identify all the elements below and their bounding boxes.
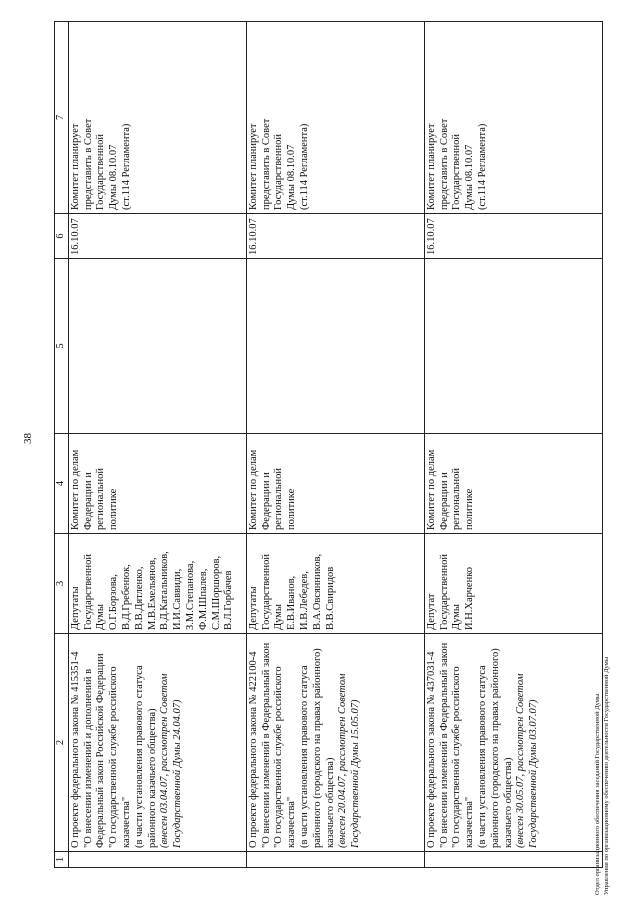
cell-line: районного казачьего общества): [146, 708, 158, 848]
cell-line: Комитет планирует: [69, 123, 81, 210]
table-row: [246, 22, 424, 868]
cell-line: (внесен 03.04.07, рассмотрен Советом: [159, 673, 171, 848]
cell-line: районного (городского на правах районного): [489, 648, 501, 848]
cell-line: политике: [464, 488, 476, 530]
cell-committee: [68, 434, 246, 534]
cell-line: И.И.Саввиди,: [172, 568, 184, 630]
cell-line: "О государственной службе российского: [273, 666, 285, 848]
cell-line: В.В.Дятленко,: [133, 566, 145, 630]
cell-line: И.В.Лебедев,: [298, 571, 310, 630]
cell-line: С.М.Шоршоров,: [210, 555, 222, 630]
cell-line: представить в Совет: [82, 118, 94, 210]
bills-table: [54, 21, 603, 868]
cell-bill-title: [246, 634, 424, 852]
cell-line: Государственной Думы 24.04.07): [172, 699, 184, 848]
cell-line: политике: [108, 488, 120, 530]
cell-date: 16.10.07: [424, 214, 602, 259]
cell-line: О.Г.Борзова,: [108, 574, 120, 630]
cell-index: [246, 852, 424, 868]
cell-line: Комитет по делам: [69, 449, 81, 530]
footer-line-2: Управления по организационному обеспечению деятельности Государственной Думы: [602, 656, 610, 895]
cell-line: региональной: [95, 468, 107, 530]
cell-line: (в части установления правового статуса: [476, 665, 488, 848]
cell-line: В.В.Свиридов: [324, 566, 336, 630]
cell-plan: [246, 22, 424, 214]
cell-authors: [246, 534, 424, 634]
cell-empty: [246, 259, 424, 434]
cell-line: Думы: [451, 604, 463, 630]
cell-line: Думы: [95, 604, 107, 630]
cell-line: районного (городского на правах районного): [311, 648, 323, 848]
cell-line: казачества": [286, 796, 298, 848]
cell-line: "О внесении изменений в Федеральный закон: [260, 642, 272, 848]
cell-line: Государственной: [438, 554, 450, 630]
cell-line: О проекте федерального закона № 422100-4: [247, 651, 259, 848]
header-row: [55, 22, 69, 868]
document-table-wrapper: [54, 22, 602, 868]
header-col-7: 7: [55, 22, 69, 214]
cell-line: казачества": [120, 796, 132, 848]
cell-date: 16.10.07: [246, 214, 424, 259]
cell-line: О проекте федерального закона № 437031-4: [425, 651, 437, 848]
cell-index: [424, 852, 602, 868]
footer: [594, 657, 611, 895]
cell-line: Государственной: [82, 554, 94, 630]
cell-line: Думы: [273, 604, 285, 630]
cell-authors: [424, 534, 602, 634]
cell-plan: [68, 22, 246, 214]
cell-line: В.Д.Катальников,: [159, 551, 171, 630]
cell-line: (ст.114 Регламента): [298, 123, 310, 210]
cell-line: (ст.114 Регламента): [476, 123, 488, 210]
cell-line: Государственной: [451, 134, 463, 210]
cell-line: Ф.М.Шпалев,: [197, 568, 209, 630]
cell-line: (внесен 20.04.07, рассмотрен Советом: [337, 673, 349, 848]
cell-line: (в части установления правового статуса: [133, 665, 145, 848]
cell-line: И.Н.Харченко: [464, 566, 476, 630]
cell-line: Депутаты: [247, 586, 259, 630]
cell-line: Депутаты: [69, 586, 81, 630]
cell-line: Комитет по делам: [247, 449, 259, 530]
cell-line: Думы 08.10.07: [464, 144, 476, 210]
cell-line: Государственной Думы 03.07.07): [528, 699, 540, 848]
cell-line: Государственной: [95, 134, 107, 210]
cell-line: В.А.Овсянников,: [311, 553, 323, 630]
cell-line: М.В.Емельянов,: [146, 557, 158, 630]
page-number: 38: [22, 433, 34, 444]
footer-line-1: Отдел организационного обеспечения заседаний Государственной Думы: [594, 693, 601, 895]
cell-line: казачества": [464, 796, 476, 848]
table-row: [424, 22, 602, 868]
table-row: [68, 22, 246, 868]
header-col-1: 1: [55, 852, 69, 868]
cell-line: Федеральный закон Российской Федерации: [95, 653, 107, 848]
cell-line: региональной: [451, 468, 463, 530]
header-col-6: 6: [55, 214, 69, 259]
cell-bill-title: [68, 634, 246, 852]
cell-empty: [424, 259, 602, 434]
cell-line: "О внесении изменений и дополнений в: [82, 668, 94, 848]
cell-line: Государственной: [260, 554, 272, 630]
cell-line: (ст.114 Регламента): [120, 123, 132, 210]
cell-line: (внесен 30.05.07, рассмотрен Советом: [515, 673, 527, 848]
cell-line: "О государственной службе российского: [108, 666, 120, 848]
cell-plan: [424, 22, 602, 214]
cell-authors: [68, 534, 246, 634]
cell-line: Комитет планирует: [247, 123, 259, 210]
cell-line: Государственной Думы 15.05.07): [350, 699, 362, 848]
cell-line: Федерации и: [82, 472, 94, 530]
cell-committee: [246, 434, 424, 534]
cell-line: политике: [286, 488, 298, 530]
cell-line: Думы 08.10.07: [286, 144, 298, 210]
cell-line: региональной: [273, 468, 285, 530]
cell-line: Думы 08.10.07: [108, 144, 120, 210]
cell-line: "О внесении изменений в Федеральный закон: [438, 642, 450, 848]
header-col-3: 3: [55, 534, 69, 634]
cell-line: В.Д.Гребенюк,: [120, 564, 132, 630]
cell-index: [68, 852, 246, 868]
cell-date: 16.10.07: [68, 214, 246, 259]
cell-line: Е.В.Иванов,: [286, 575, 298, 630]
cell-line: Комитет планирует: [425, 123, 437, 210]
cell-line: Федерации и: [438, 472, 450, 530]
cell-line: казачьего общества): [324, 757, 336, 848]
header-col-4: 4: [55, 434, 69, 534]
cell-line: "О государственной службе российского: [451, 666, 463, 848]
cell-line: Государственной: [273, 134, 285, 210]
cell-empty: [68, 259, 246, 434]
cell-line: З.М.Степанова,: [184, 560, 196, 630]
cell-line: Депутат: [425, 593, 437, 630]
cell-line: (в части установления правового статуса: [298, 665, 310, 848]
cell-line: Федерации и: [260, 472, 272, 530]
cell-line: представить в Совет: [438, 118, 450, 210]
cell-committee: [424, 434, 602, 534]
cell-line: В.Л.Горбачев: [223, 570, 235, 630]
cell-line: Комитет по делам: [425, 449, 437, 530]
header-col-5: 5: [55, 259, 69, 434]
cell-line: О проекте федерального закона № 415351-4: [69, 651, 81, 848]
cell-line: представить в Совет: [260, 118, 272, 210]
cell-bill-title: [424, 634, 602, 852]
cell-line: казачьего общества): [502, 757, 514, 848]
header-col-2: 2: [55, 634, 69, 852]
